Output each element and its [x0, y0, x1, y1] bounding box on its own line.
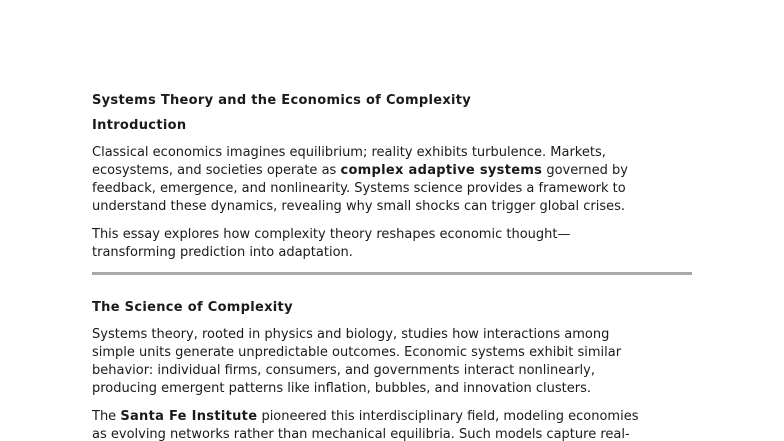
text-run: Systems theory, rooted in physics and biology, studies how interactions among simple units generate unpredictable outcomes. Economic systems exhibit similar behavior: individual firms, consumers, and governments interact nonlinearly, producing emergent patterns like inflation, bubbles, and innovation clusters. — [92, 327, 622, 396]
text-run: The — [92, 409, 121, 424]
text-run: This essay explores how complexity theory reshapes economic thought— transforming prediction into adaptation. — [92, 227, 571, 260]
text-run: pioneered this interdisciplinary field, modeling economies as evolving networks rather than mechanical equilibria. Such models capture real- — [92, 409, 639, 441]
paragraph — [92, 326, 692, 398]
section-science-of-complexity — [92, 299, 692, 441]
section-heading: The Science of Complexity — [92, 300, 293, 315]
section-introduction — [92, 117, 692, 262]
document-page — [92, 92, 692, 441]
section-divider — [92, 272, 692, 275]
paragraph — [92, 144, 692, 216]
paragraph — [92, 408, 692, 441]
bold-term: complex adaptive systems — [340, 163, 543, 178]
bold-term: Santa Fe Institute — [120, 409, 258, 424]
section-heading: Introduction — [92, 118, 187, 133]
paragraph — [92, 226, 692, 262]
document-title: Systems Theory and the Economics of Complexity — [92, 93, 472, 108]
text-run: governed by feedback, emergence, and nonlinearity. Systems science provides a framework to understand these dynamics, revealing why small shocks can trigger global crises. — [92, 163, 628, 214]
text-run: Classical economics imagines equilibrium; reality exhibits turbulence. Markets, ecosystems, and societies operate as — [92, 145, 606, 178]
